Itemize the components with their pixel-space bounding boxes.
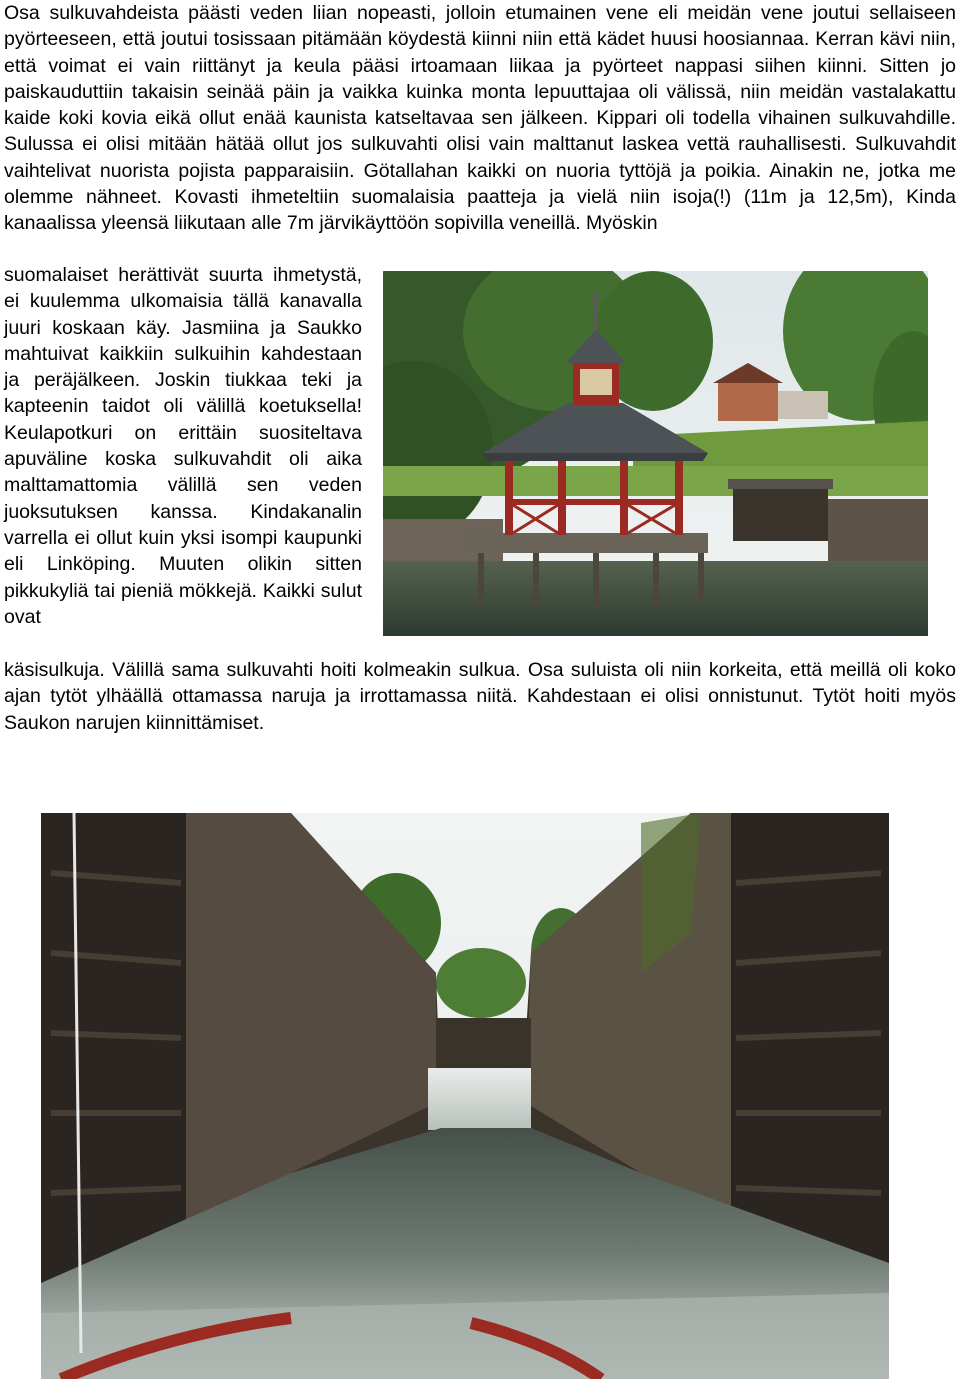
paragraph-top-text: Osa sulkuvahdeista päästi veden liian nopeasti, jolloin etumainen vene eli meidän vene joutui sellaiseen pyörteeseen, että joutui tosissaan pitämään köydestä kiinni niin että kädet huusi hoosiannaa. Kerran kävi niin, että voimat ei vain riittänyt ja keula pääsi irtoamaan liikaa ja pyörteet nappasi siihen kiinni. Sitten jo paiskauduttiin takaisin seinää päin ja vaikka kuinka monta lepuuttajaa oli välissä, niin meidän vastalakattu kaide koki kovia eikä ollut enää kaunista katseltavaa sen jälkeen. Kippari oli todella vihainen sulkuvahdille. Sulussa ei olisi mitään hätää ollut jos sulkuvahti olisi vain malttanut laskea vettä rauhallisesti. Sulkuvahdit vaihtelivat nuorista pojista papparaisiin. Götallahan kaikki on nuoria tyttöjä ja poikia. Ainakin ne, jotka me olemme nähneet. Kovasti ihmeteltiin suomalaisia paatteja ja vielä niin isoja(!) (11m ja 12,5m), Kinda kanaalissa yleensä liikutaan alle 7m järvikäyttöön sopivilla veneillä. Myöskin (4, 2, 956, 235)
paragraph-left-text: suomalaiset herättivät suurta ihmetystä, ei kuulemma ulkomaisia tällä kanavalla juuri koskaan käy. Jasmiina ja Saukko mahtuivat kaikkiin sulkuihin kahdestaan ja peräjälkeen. Joskin tiukkaa teki ja kapteenin taidot oli välillä koetuksella! Keulapotkuri on erittäin suositeltava apuväline koska sulkuvahdit oli aika malttamattomia välillä sen veden juoksutuksen kanssa. Kindakanalin varrella ei ollut kuin yksi isompi kaupunki eli Linköping. Muuten olikin sitten pikkukyliä tai pieniä mökkejä. Kaikki sulut ovat (4, 264, 362, 628)
gazebo-photo (383, 271, 928, 636)
paragraph-bottom (4, 657, 956, 736)
paragraph-top (4, 0, 956, 237)
paragraph-left-column (4, 262, 362, 630)
paragraph-bottom-text: käsisulkuja. Välillä sama sulkuvahti hoiti kolmeakin sulkua. Osa suluista oli niin korkeita, että meillä oli koko ajan tytöt ylhäällä ottamassa naruja ja irrottamassa niitä. Kahdestaan ei olisi onnistunut. Tytöt hoiti myös Saukon narujen kiinnittämiset. (4, 659, 956, 734)
gazebo-photo-illustration (383, 271, 928, 636)
canal-lock-photo-illustration (41, 813, 889, 1379)
canal-lock-photo (41, 813, 889, 1379)
